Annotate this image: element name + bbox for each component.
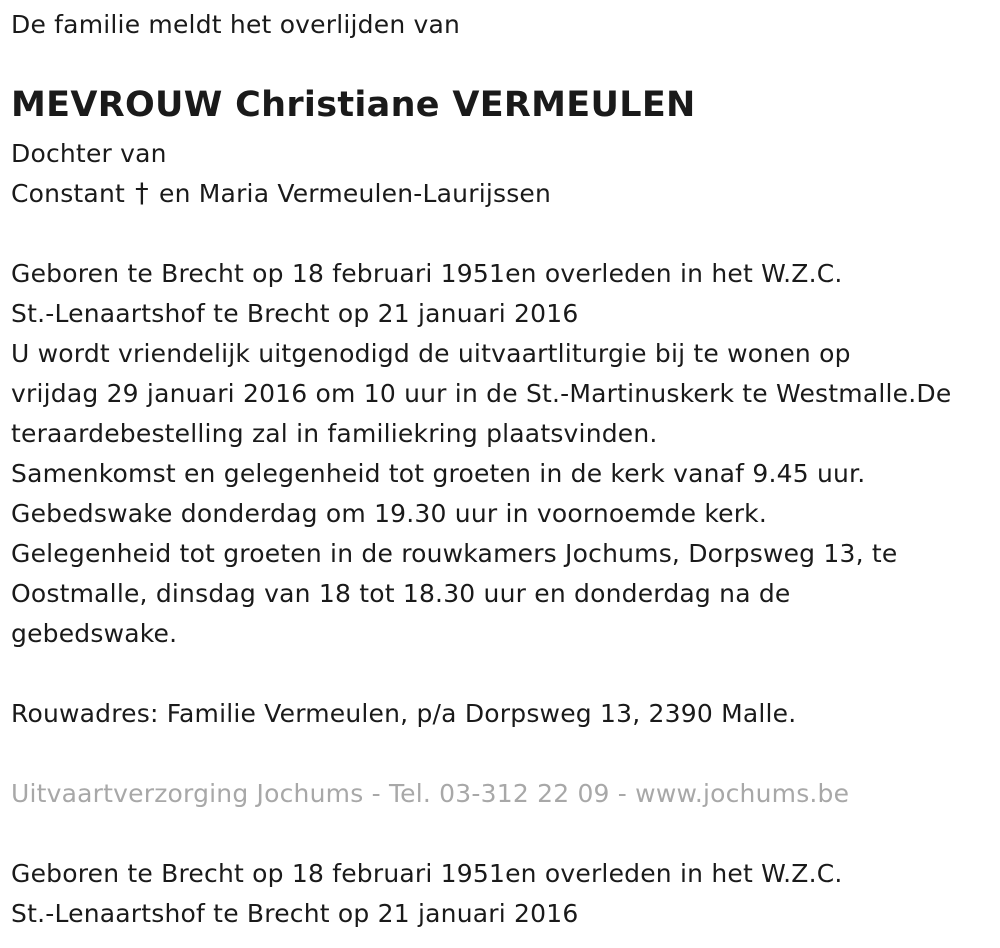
undertaker-line: Uitvaartverzorging Jochums - Tel. 03-312 22 09 - www.jochums.be xyxy=(11,779,850,808)
father-name: Constant xyxy=(11,179,125,208)
body-line: Geboren te Brecht op 18 februari 1951en overleden in het W.Z.C. xyxy=(11,259,843,288)
repeat-line: Geboren te Brecht op 18 februari 1951en overleden in het W.Z.C. xyxy=(11,859,843,888)
body-line: gebedswake. xyxy=(11,619,178,648)
cross-icon: † xyxy=(135,178,149,209)
deceased-name: MEVROUW Christiane VERMEULEN xyxy=(11,85,696,125)
body-line: St.-Lenaartshof te Brecht op 21 januari 2016 xyxy=(11,299,579,328)
body-line: Gebedswake donderdag om 19.30 uur in voornoemde kerk. xyxy=(11,499,768,528)
repeat-line: St.-Lenaartshof te Brecht op 21 januari 2016 xyxy=(11,899,579,928)
body-line: U wordt vriendelijk uitgenodigd de uitvaartliturgie bij te wonen op xyxy=(11,339,851,368)
body-line: vrijdag 29 januari 2016 om 10 uur in de St.-Martinuskerk te Westmalle.De xyxy=(11,379,952,408)
body-line: Oostmalle, dinsdag van 18 tot 18.30 uur en donderdag na de xyxy=(11,579,791,608)
body-line: Gelegenheid tot groeten in de rouwkamers Jochums, Dorpsweg 13, te xyxy=(11,539,898,568)
body-line: Samenkomst en gelegenheid tot groeten in de kerk vanaf 9.45 uur. xyxy=(11,459,866,488)
intro-text: De familie meldt het overlijden van xyxy=(11,10,461,39)
relation-text: Dochter van xyxy=(11,139,167,168)
mourning-address: Rouwadres: Familie Vermeulen, p/a Dorpsweg 13, 2390 Malle. xyxy=(11,699,797,728)
parents-line xyxy=(11,174,551,214)
parents-rest: en Maria Vermeulen-Laurijssen xyxy=(159,179,552,208)
body-line: teraardebestelling zal in familiekring plaatsvinden. xyxy=(11,419,658,448)
